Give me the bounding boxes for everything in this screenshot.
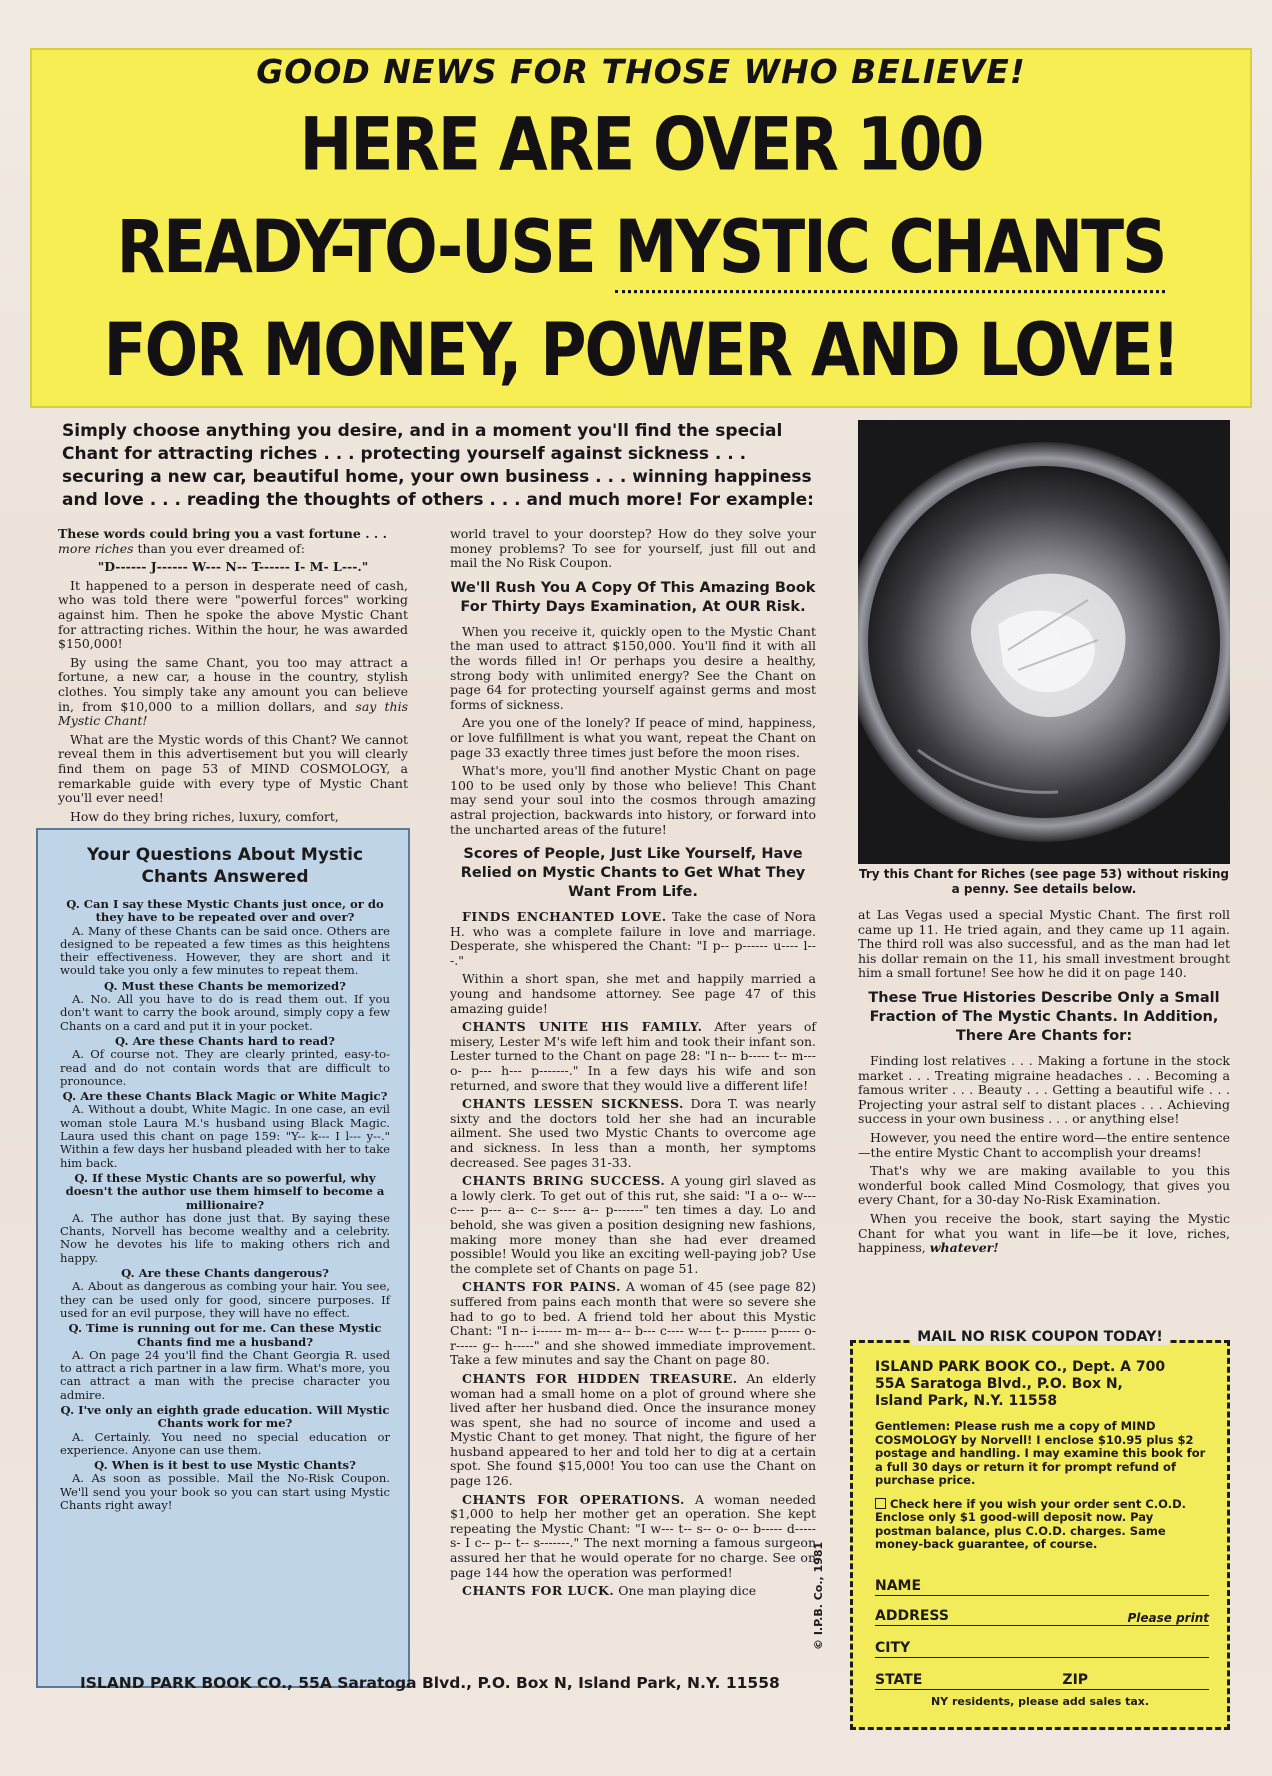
col1-p5: How do they bring riches, luxury, comfort, [70,808,339,824]
coupon-address [875,1359,1209,1410]
col1-p3-italic: say this Mystic Chant! [58,698,408,729]
story-family-text: After years of misery, Lester M's wife left him and took their infant son. Lester turned to the Chant on page 28: "I n-- b----- t-- m--- o- p--- h--- p-------." In a few days his wife and son returned, and swore that they would live a different life! [450,1019,816,1093]
col1-lead: These words could bring you a vast fortune . . . [58,526,387,541]
story-pains-text: A woman of 45 (see page 82) suffered from pains each month that were so severe she had to go to bed. A friend told her about this Mystic Chant: "I n-- i------ m- m--- a-- b--- c---- w--- t-- p------ p----- o- r----- g-- h-----" and she showed immediate improvement. Take a few minutes and say the Chant on page 80. [450,1279,817,1368]
col3-p2: However, you need the entire word—the entire sentence—the entire Mystic Chant to accomplish your dreams! [858,1129,1230,1160]
address-field[interactable] [875,1607,1209,1626]
faq-question: Q. When is it best to use Mystic Chants? [94,1458,356,1473]
story-treasure-text: An elderly woman had a small home on a plot of ground where she lived after her husband died. Once the insurance money was spent, she had no source of income and used a Mystic Chant to get money. That night, the figure of her husband appeared to her and told her to dig at a certain spot. She found $15,000! You too can use the Chant on page 126. [450,1370,816,1489]
story-family [450,1020,816,1093]
story-sickness-text: Dora T. was nearly sixty and the doctors told her she had an incurable ailment. She used two Mystic Chants to overcome age and sickness. In less than a month, her symptoms decreased. See pages 31-33. [450,1096,816,1170]
col3-p4-text: When you receive the book, start saying the Mystic Chant for what you want in life—be it love, riches, happiness, [858,1210,1230,1256]
faq-box [36,828,410,1688]
coupon-heading [850,1328,1230,1346]
col3-p4 [858,1212,1230,1256]
headline-line-3: FOR MONEY, POWER AND LOVE! [103,306,1179,393]
col3-p1: Finding lost relatives . . . Making a fortune in the stock market . . . Treating migraine headaches . . . Becoming a famous writer . . . Beauty . . . Getting a beautiful wife . . . Projecting your astral self to distant places . . . Achieving success in your own business . . . or anything else! [858,1052,1230,1127]
faq-question: Q. Must these Chants be memorized? [104,978,346,993]
col3-p4-italic: whatever! [929,1240,999,1256]
name-field[interactable] [875,1577,1209,1596]
state-zip-field[interactable] [875,1671,1209,1690]
city-label: CITY [875,1640,911,1656]
zip-label: ZIP [1062,1672,1089,1688]
headline-line-1: HERE ARE OVER 100 [299,101,983,188]
state-label: STATE [875,1672,923,1688]
faq-question: Q. Can I say these Mystic Chants just once, or do they have to be repeated over and over? [66,897,384,925]
col3-p3: That's why we are making available to you this wonderful book called Mind Cosmology, that gives you every Chant, for a 30-day No-Risk Examination. [858,1163,1230,1208]
headline-line-2 [32,196,1250,299]
faq-question: Q. Are these Chants hard to read? [115,1033,335,1048]
col2-p0: world travel to your doorstep? How do they solve your money problems? To see for yourself, just fill out and mail the No Risk Coupon. [450,526,816,571]
col2-p1: When you receive it, quickly open to the Mystic Chant the man used to attract $150,000. You'll find it with all the words filled in! Or perhaps you desire a healthy, strong body with unlimited energy? See the Chant on page 64 for protecting yourself against germs and most forms of sickness. [450,623,816,712]
photo-caption: Try this Chant for Riches (see page 53) without risking a penny. See details below. [858,867,1230,896]
faq-answer: A. On page 24 you'll find the Chant Georgia R. used to attract a rich partner in a law firm. What's more, you can attract a man with the precise character you admire. [60,1347,390,1402]
coupon-address-line: Island Park, N.Y. 11558 [875,1393,1058,1409]
story-sickness-lead: CHANTS LESSEN SICKNESS. [462,1096,684,1112]
photo-image [858,420,1230,864]
faq-question: Q. Are these Chants Black Magic or White Magic? [62,1089,388,1104]
col1-p4: What are the Mystic words of this Chant? We cannot reveal them in this advertisement but you will clearly find them on page 53 of MIND COSMOLOGY, a remarkable guide with every type of Mystic Chant you'll ever need! [58,731,408,806]
coupon-cod-option [875,1498,1209,1552]
story-operations [450,1493,816,1581]
faq-question: Q. Time is running out for me. Can these Mystic Chants find me a husband? [68,1321,382,1349]
col1-chant: "D------ J------ W--- N-- T------ I- M- L---." [97,559,369,575]
main-headline [32,93,1250,402]
faq-answer: A. No. All you have to do is read them out. If you don't want to carry the book around, simply copy a few Chants on a card and put it in your pocket. [60,992,390,1033]
col1-italic: more riches [58,540,134,556]
faq-question: Q. Are these Chants dangerous? [121,1266,329,1281]
headline-line-2b: MYSTIC CHANTS [615,204,1166,293]
coupon-order-text: Gentlemen: Please rush me a copy of MIND COSMOLOGY by Norvell! I enclose $10.95 plus $2 postage and handling. I may examine this book for a full 30 days or return it for prompt refund of purchase price. [875,1419,1206,1487]
col3-p0: at Las Vegas used a special Mystic Chant. The first roll came up 11. He tried again, and they came up 11 again. The third roll was also successful, and as the man had let his dollar remain on the 11, his small investment brought him a small fortune! See how he did it on page 140. [858,907,1230,981]
kicker-headline: GOOD NEWS FOR THOSE WHO BELIEVE! [256,52,1026,91]
cod-text: Check here if you wish your order sent C.O.D. Enclose only $1 good-will deposit now. Pay postman balance, plus C.O.D. charges. Same money-back guarantee, of course. [875,1496,1186,1551]
tax-note: NY residents, please add sales tax. [930,1695,1150,1708]
story-success [450,1174,816,1276]
faq-answer: A. Without a doubt, White Magic. In one case, an evil woman stole Laura M.'s husband using Black Magic. Laura used this chant on page 159: "Y-- k--- I l--- y--." Within a few days her husband pleaded with her to take him back. [60,1102,390,1170]
chant-photo [858,420,1230,864]
order-coupon [850,1340,1230,1730]
faq-title: Your Questions About Mystic Chants Answered [86,845,364,887]
column-1 [58,527,408,828]
col1-p2: It happened to a person in desperate need of cash, who was told there were "powerful forces" working against him. Then he spoke the above Mystic Chant for attracting riches. Within the hour, he was awarded $150,000! [58,577,408,652]
story-love-lead: FINDS ENCHANTED LOVE. [462,909,667,925]
story-luck-text: One man playing dice [614,1583,757,1599]
city-field[interactable] [875,1639,1209,1658]
headline-line-2a: READY-TO-USE [116,203,615,291]
story-family-lead: CHANTS UNITE HIS FAMILY. [462,1019,703,1035]
faq-item [60,1035,390,1088]
col2-subhead-1: We'll Rush You A Copy Of This Amazing Book For Thirty Days Examination, At OUR Risk. [450,579,816,615]
col1-p1 [58,527,408,556]
publisher-footer: ISLAND PARK BOOK CO., 55A Saratoga Blvd., P.O. Box N, Island Park, N.Y. 11558 [80,1674,780,1692]
faq-answer: A. Certainly. You need no special education or experience. Anyone can use them. [60,1429,390,1457]
story-luck-lead: CHANTS FOR LUCK. [462,1583,615,1599]
coupon-address-line: 55A Saratoga Blvd., P.O. Box N, [875,1376,1123,1392]
column-3 [858,908,1230,1260]
coupon-heading-text: MAIL NO RISK COUPON TODAY! [911,1329,1168,1345]
faq-answer: A. As soon as possible. Mail the No-Risk Coupon. We'll send you your book so you can start using Mystic Chants right away! [60,1471,390,1513]
faq-item [60,980,390,1033]
story-success-text: A young girl slaved as a lowly clerk. To get out of this rut, she said: "I a o-- w--- c---- p--- a-- c-- s---- a-- p-------" ten times a day. Lo and behold, she was given a position designing new fashions, making more money than she had ever dreamed possible! Would you like an exciting well-paying job? Use the complete set of Chants on page 51. [450,1173,817,1276]
col1-rest: than you ever dreamed of: [133,540,305,556]
faq-item [60,1322,390,1402]
faq-item [60,898,390,978]
story-luck [450,1584,816,1599]
address-label: ADDRESS [875,1608,949,1624]
faq-item [60,1172,390,1265]
story-success-lead: CHANTS BRING SUCCESS. [462,1173,666,1189]
col1-p3-text: By using the same Chant, you too may attract a fortune, a new car, a house in the country, stylish clothes. You simply take any amount you can believe in, from $10,000 to a million dollars, and [58,654,408,714]
faq-item [60,1090,390,1170]
story-love-text: Take the case of Nora H. who was a complete failure in love and marriage. Desperate, she whispered the Chant: "I p-- p------ u---- l---." [450,909,816,968]
coupon-address-line: ISLAND PARK BOOK CO., Dept. A 700 [875,1359,1166,1375]
col3-subhead: These True Histories Describe Only a Small Fraction of The Mystic Chants. In Addition, There Are Chants for: [868,989,1220,1044]
story-love [450,910,816,968]
story-sickness [450,1097,816,1170]
cod-checkbox[interactable] [875,1498,886,1509]
col1-p3 [58,656,408,729]
copyright-notice: © I.P.B. Co., 1981 [812,1541,825,1650]
faq-answer: A. About as dangerous as combing your hair. You see, they can be used only for good, sincere purposes. If used for an evil purpose, they will have no effect. [60,1279,390,1320]
intro-paragraph: Simply choose anything you desire, and in a moment you'll find the special Chant for attracting riches . . . protecting yourself against sickness . . . securing a new car, beautiful home, your own business . . . winning happiness and love . . . reading the thoughts of others . . . and much more! For example: [62,421,814,510]
story-treasure-lead: CHANTS FOR HIDDEN TREASURE. [462,1370,738,1386]
story-treasure [450,1372,816,1489]
col2-subhead-2: Scores of People, Just Like Yourself, Have Relied on Mystic Chants to Get What They Want From Life. [460,846,806,901]
name-label: NAME [875,1578,922,1594]
story-operations-lead: CHANTS FOR OPERATIONS. [462,1491,685,1507]
col2-p3: What's more, you'll find another Mystic Chant on page 100 to be used only by those who believe! This Chant may send your soul into the cosmos through amazing astral projection, backwards into history, or forward into the uncharted areas of the future! [450,763,816,837]
faq-item [60,1404,390,1457]
story-pains-lead: CHANTS FOR PAINS. [462,1279,621,1295]
faq-question: Q. I've only an eighth grade education. Will Mystic Chants work for me? [60,1402,390,1431]
story-pains [450,1280,816,1368]
faq-item [60,1267,390,1320]
faq-answer: A. Many of these Chants can be said once. Others are designed to be repeated a few times as this heightens their effectiveness. However, they are short and it would take you only a few minutes to repeat them. [60,923,390,978]
col2-p2: Are you one of the lonely? If peace of mind, happiness, or love fulfillment is what you want, repeat the Chant on page 33 exactly three times just before the moon rises. [450,715,816,760]
faq-answer: A. The author has done just that. By saying these Chants, Norvell has become wealthy and a celebrity. Now he devotes his life to making others rich and happy. [60,1210,390,1265]
column-2 [450,527,816,1603]
story-love-2: Within a short span, she met and happily married a young and handsome attorney. See page 47 of this amazing guide! [450,971,816,1016]
faq-answer: A. Of course not. They are clearly printed, easy-to-read and do not contain words that are difficult to pronounce. [60,1047,390,1088]
faq-question: Q. If these Mystic Chants are so powerful, why doesn't the author use them himself to become a millionaire? [65,1170,385,1212]
headline-banner [30,48,1252,408]
story-operations-text: A woman needed $1,000 to help her mother get an operation. She kept repeating the Mystic Chant: "I w--- t-- s-- o- o-- b----- d----- s- I c-- p-- t-- s-------." The next morning a famous surgeon assured her that he would operate for no charge. See on page 144 how the operation was performed! [450,1491,816,1580]
please-print-note: Please print [1127,1611,1209,1625]
faq-item [60,1459,390,1512]
